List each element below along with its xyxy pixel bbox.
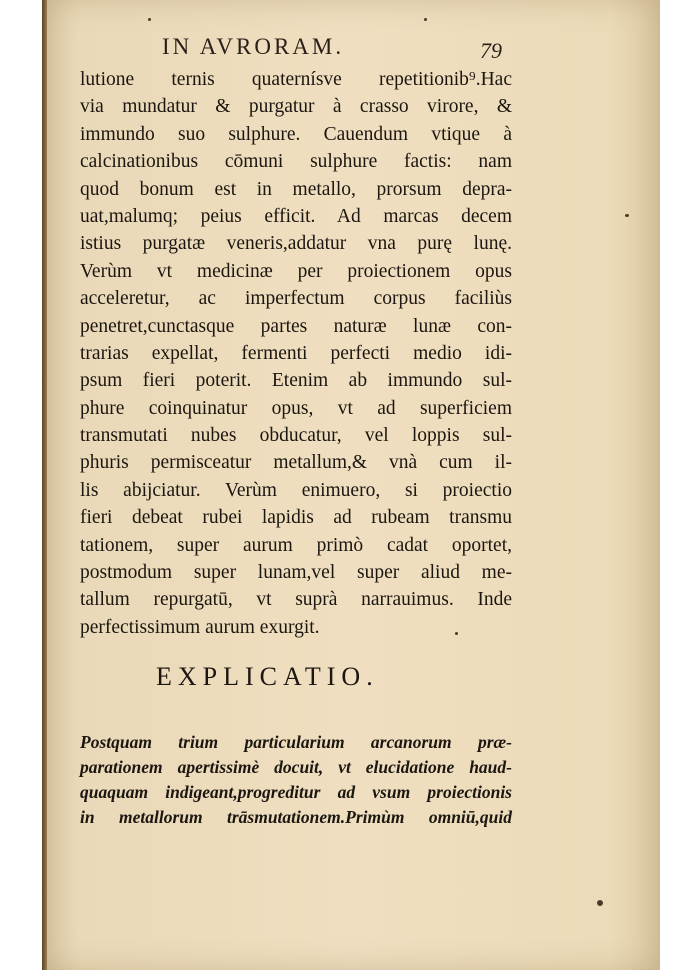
text-line: Postquam trium particularium arcanorum præ- [80, 732, 512, 752]
binding-edge [42, 0, 47, 970]
text-line: penetret,cunctasque partes naturæ lunæ con- [80, 315, 512, 337]
text-line: via mundatur & purgatur à crasso virore, & [80, 96, 512, 118]
section-heading: EXPLICATIO. [156, 662, 379, 691]
ink-speck [148, 18, 151, 21]
text-line: in metallorum trāsmutationem.Primùm omniū,quid [80, 807, 512, 827]
text-line: transmutati nubes obducatur, vel loppis sul- [80, 425, 512, 447]
ink-speck [597, 900, 603, 906]
page-number: 79 [480, 38, 502, 63]
text-line: Verùm vt medicinæ per proiectionem opus [80, 260, 512, 282]
running-title: IN AVRORAM. [162, 34, 345, 59]
explicatio-text [80, 730, 512, 830]
text-line: quod bonum est in metallo, prorsum depra- [80, 178, 512, 200]
text-line: uat,malumq; peius efficit. Ad marcas decem [80, 205, 512, 227]
text-line: perfectissimum aurum exurgit. [80, 616, 320, 638]
text-line: parationem apertissimè docuit, vt elucidatione haud- [80, 757, 512, 777]
text-line: tallum repurgatū, vt suprà narrauimus. Inde [80, 589, 512, 611]
text-line: immundo suo sulphure. Cauendum vtique à [80, 123, 512, 145]
text-line: phuris permisceatur metallum,& vnà cum il- [80, 452, 512, 474]
text-line: phure coinquinatur opus, vt ad superficiem [80, 397, 512, 419]
text-line: postmodum super lunam,vel super aliud me- [80, 562, 512, 584]
text-line: quaquam indigeant,progreditur ad vsum proiectionis [80, 782, 512, 802]
ink-speck [625, 214, 629, 217]
text-line: fieri debeat rubei lapidis ad rubeam transmu [80, 507, 512, 529]
text-line: calcinationibus cōmuni sulphure factis: nam [80, 151, 512, 173]
text-line: tationem, super aurum primò cadat oportet, [80, 534, 512, 556]
text-line: psum fieri poterit. Etenim ab immundo sul- [80, 370, 512, 392]
text-line: lis abijciatur. Verùm enimuero, si proiectio [80, 479, 512, 501]
text-line: lutione ternis quaternísve repetitionib⁹.Hac [80, 69, 512, 90]
ink-speck [455, 632, 458, 635]
text-line: acceleretur, ac imperfectum corpus faciliùs [80, 288, 512, 310]
text-line: trarias expellat, fermenti perfecti medio idi- [80, 342, 512, 364]
body-text [80, 66, 512, 641]
ink-speck [424, 18, 427, 21]
text-line: istius purgatæ veneris,addatur vna purę lunę. [80, 233, 512, 255]
